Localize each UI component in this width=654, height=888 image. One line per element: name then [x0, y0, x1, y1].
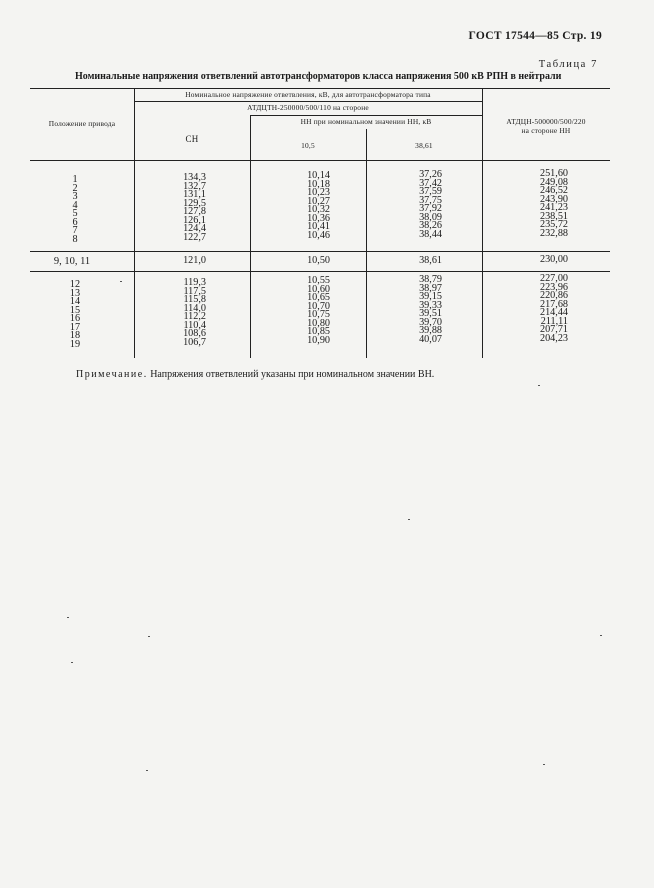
table-cell: 10,85 [307, 326, 330, 338]
mid-position: 9, 10, 11 [53, 256, 91, 267]
table-cell: 10,14 [307, 170, 330, 181]
table-cell: 10,90 [307, 334, 330, 346]
scan-speck [408, 519, 410, 520]
table-cell: 14 [69, 296, 81, 308]
mid-atdcn: 230,00 [539, 254, 568, 265]
table-cell: 10,23 [307, 187, 330, 199]
table-cell: 214,44 [539, 307, 568, 319]
header-group: Номинальное напряжение ответвления, кВ, для автотрансформатора типа [185, 90, 431, 99]
table-cell: 37,26 [419, 169, 442, 180]
table-cell: 10,80 [307, 317, 330, 329]
table-cell: 10,70 [307, 300, 330, 312]
table-cell: 235,72 [539, 219, 568, 231]
header-atdcn-500 [482, 118, 610, 135]
group1-nn3861-column [402, 171, 442, 239]
table-cell: 217,68 [539, 298, 568, 310]
table-cell: 39,88 [419, 325, 442, 337]
table-cell: 115,8 [183, 294, 206, 306]
table-cell: 108,6 [183, 328, 206, 340]
table-cell: 2 [72, 182, 78, 194]
table-cell: 19 [69, 338, 81, 350]
table-cell: 39,15 [419, 291, 442, 303]
table-cell: 246,52 [539, 185, 568, 197]
table-cell: 251,60 [539, 168, 568, 179]
table-cell: 114,0 [183, 302, 206, 314]
group2-position-column [60, 281, 90, 349]
scan-speck [146, 770, 148, 771]
table-cell: 241,23 [539, 202, 568, 214]
table-cell: 39,51 [419, 308, 442, 320]
table-cell: 13 [69, 287, 81, 299]
table-cell: 10,46 [307, 229, 330, 241]
table-cell: 37,59 [419, 186, 442, 198]
table-caption: Номинальные напряжения ответвлений автотрансформаторов класса напряжения 500 кВ РПН в нейтрали [75, 71, 562, 82]
table-cell: 124,4 [183, 223, 206, 235]
table-cell: 10,32 [307, 204, 330, 216]
table-cell: 5 [72, 208, 78, 220]
table-cell: 126,1 [183, 214, 206, 226]
table-cell: 110,4 [183, 319, 206, 331]
table-cell: 207,71 [539, 324, 568, 336]
table-cell: 10,27 [307, 195, 330, 207]
table-cell: 8 [72, 233, 78, 245]
table-cell: 17 [69, 321, 81, 333]
group2-nn3861-column [402, 276, 442, 344]
scan-speck [538, 385, 540, 386]
table-cell: 10,18 [307, 178, 330, 190]
table-cell: 243,90 [539, 193, 568, 205]
table-cell: 112,2 [183, 311, 206, 323]
table-cell: 37,92 [419, 203, 442, 215]
group1-position-column [60, 176, 90, 244]
table-cell: 131,1 [183, 189, 206, 201]
table-cell: 1 [72, 174, 78, 185]
table-cell: 10,60 [307, 283, 330, 295]
table-cell: 18 [69, 330, 81, 342]
table-cell: 37,42 [419, 177, 442, 189]
scan-speck [543, 764, 545, 765]
mid-nn3861: 38,61 [419, 255, 442, 266]
table-cell: 106,7 [183, 336, 206, 348]
group1-nn105-column [290, 172, 330, 240]
scan-speck [120, 281, 122, 282]
table-cell: 249,08 [539, 176, 568, 188]
table-cell: 134,3 [183, 172, 206, 183]
group2-atdcn-column [520, 275, 568, 343]
page-header: ГОСТ 17544—85 Стр. 19 [468, 30, 602, 42]
table-cell: 38,26 [419, 220, 442, 232]
table-cell: 117,5 [183, 285, 206, 297]
table-cell: 119,3 [183, 277, 206, 288]
group2-nn105-column [290, 277, 330, 345]
table-cell: 15 [69, 304, 81, 316]
table-cell: 129,5 [183, 197, 206, 209]
header-position: Положение привода [48, 119, 116, 128]
scan-speck [148, 636, 150, 637]
table-cell: 39,33 [419, 299, 442, 311]
mid-nn105: 10,50 [307, 255, 330, 266]
table-cell: 38,09 [419, 211, 442, 223]
table-cell: 7 [72, 225, 78, 237]
table-cell: 122,7 [183, 231, 206, 243]
scan-speck [71, 662, 73, 663]
table-cell: 37,75 [419, 194, 442, 206]
table-note [76, 369, 434, 380]
table-cell: 3 [72, 191, 78, 203]
group2-sn-column [166, 279, 206, 347]
table-cell: 16 [69, 313, 81, 325]
table-cell: 223,96 [539, 281, 568, 293]
table-cell: 232,88 [539, 227, 568, 239]
table-cell: 127,8 [183, 206, 206, 218]
table-cell: 204,23 [539, 332, 568, 344]
table-cell: 4 [72, 199, 78, 211]
table-cell: 10,55 [307, 275, 330, 286]
table-cell: 6 [72, 216, 78, 228]
table-cell: 10,41 [307, 221, 330, 233]
header-sn: СН [185, 134, 199, 144]
header-nn-10-5: 10,5 [301, 141, 315, 150]
table-cell: 10,65 [307, 292, 330, 304]
scan-speck [600, 635, 602, 636]
table-cell: 238,51 [539, 210, 568, 222]
note-text: Напряжения ответвлений указаны при номинальном значении ВН. [150, 369, 435, 380]
header-atdctn-250: АТДЦТН-250000/500/110 на стороне [247, 103, 369, 112]
note-label: Примечание. [76, 369, 148, 380]
group1-atdcn-column [520, 170, 568, 238]
group1-sn-column [166, 174, 206, 242]
table-cell: 220,86 [539, 290, 568, 302]
header-atdcn-500-line1: АТДЦН-500000/500/220 [506, 117, 586, 126]
scan-speck [67, 617, 69, 618]
table-cell: 39,70 [419, 316, 442, 328]
table-cell: 211,11 [540, 315, 568, 327]
table-cell: 38,79 [419, 274, 442, 285]
header-atdcn-500-line2: на стороне НН [521, 125, 571, 135]
table-cell: 12 [69, 279, 81, 290]
table-cell: 38,44 [419, 228, 442, 240]
table-cell: 227,00 [539, 273, 568, 284]
table-cell: 10,36 [307, 212, 330, 224]
mid-sn: 121,0 [183, 255, 206, 266]
table-label: Таблица 7 [538, 59, 598, 70]
table-cell: 38,97 [419, 282, 442, 294]
header-nn-38-61: 38,61 [415, 141, 433, 150]
table-cell: 10,75 [307, 309, 330, 321]
table-cell: 132,7 [183, 180, 206, 192]
table-cell: 40,07 [419, 333, 442, 345]
header-nn-nominal: НН при номинальном значении НН, кВ [300, 117, 432, 126]
